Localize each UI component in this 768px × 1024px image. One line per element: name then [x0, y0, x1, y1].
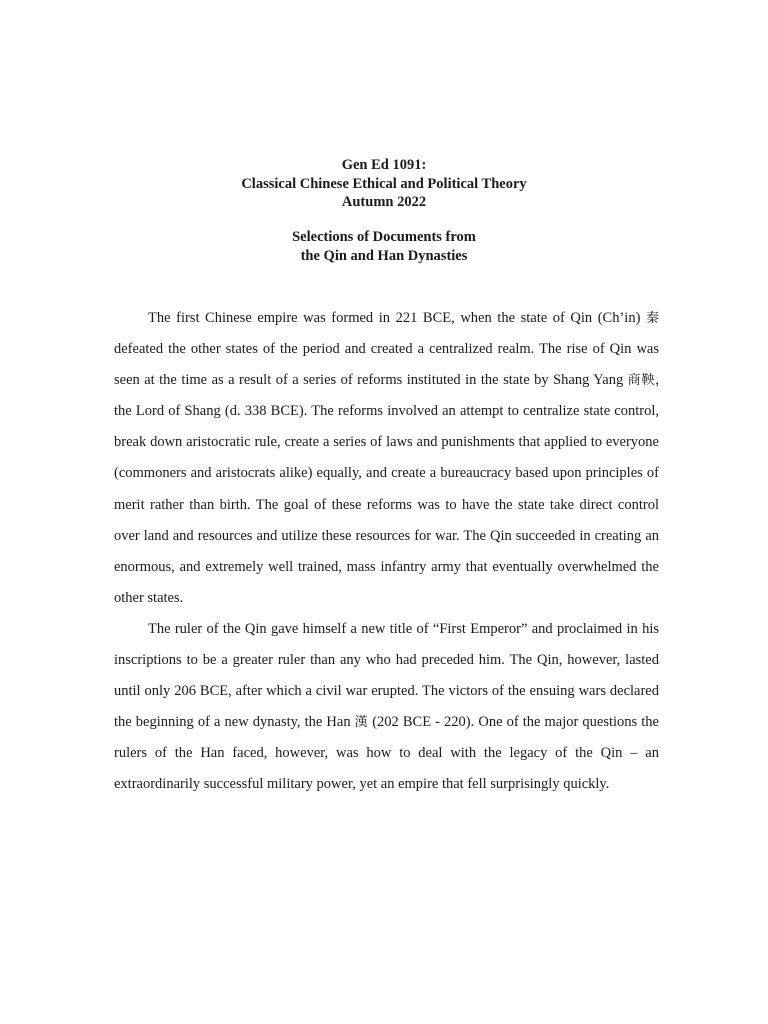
chinese-char-han: 漢: [354, 715, 369, 731]
body-paragraph-1-container: [114, 303, 659, 614]
paragraph-2-text-b: (202 BCE - 220). One of the major questions the rulers of the Han faced, however, was how to deal with the legacy of the Qin – an extraordinarily successful military power, yet an empire that fell surprisingly quickly.: [114, 714, 659, 793]
paragraph-2-text-a: The ruler of the Qin gave himself a new title of “First Emperor” and proclaimed in his inscriptions to be a greater ruler than any who had preceded him. The Qin, however, lasted until only 206 BCE, after which a civil war erupted. The victors of the ensuing wars declared the beginning of a new dynasty, the Han: [114, 621, 659, 731]
document-subtitle: [0, 228, 768, 265]
subtitle-line-1: Selections of Documents from: [292, 229, 476, 245]
course-number: Gen Ed 1091:: [341, 157, 427, 173]
body-paragraph-2: [114, 614, 659, 801]
body-paragraph-2-container: [114, 614, 659, 801]
paragraph-1-text-a: The first Chinese empire was formed in 221 BCE, when the state of Qin (Ch’in): [148, 310, 646, 326]
chinese-char-shang-yang: 商鞅: [627, 373, 656, 389]
subtitle-line-2: the Qin and Han Dynasties: [300, 247, 468, 264]
course-title: Classical Chinese Ethical and Political Theory: [241, 175, 527, 192]
course-term: Autumn 2022: [341, 194, 427, 210]
body-paragraph-1: [114, 303, 659, 614]
document-header: [0, 156, 768, 212]
paragraph-1-text-b: defeated the other states of the period and created a centralized realm. The rise of Qin was seen at the time as a result of a series of reforms instituted in the state by Shang Yang: [114, 341, 659, 389]
paragraph-1-text-c: , the Lord of Shang (d. 338 BCE). The reforms involved an attempt to centralize state control, break down aristocratic rule, create a series of laws and punishments that applied to everyone (commoners and aristocrats alike) equally, and create a bureaucracy based upon principles of merit rather than birth. The goal of these reforms was to have the state take direct control over land and resources and utilize these resources for war. The Qin succeeded in creating an enormous, and extremely well trained, mass infantry army that eventually overwhelmed the other states.: [114, 372, 659, 606]
chinese-char-qin: 秦: [645, 311, 659, 326]
